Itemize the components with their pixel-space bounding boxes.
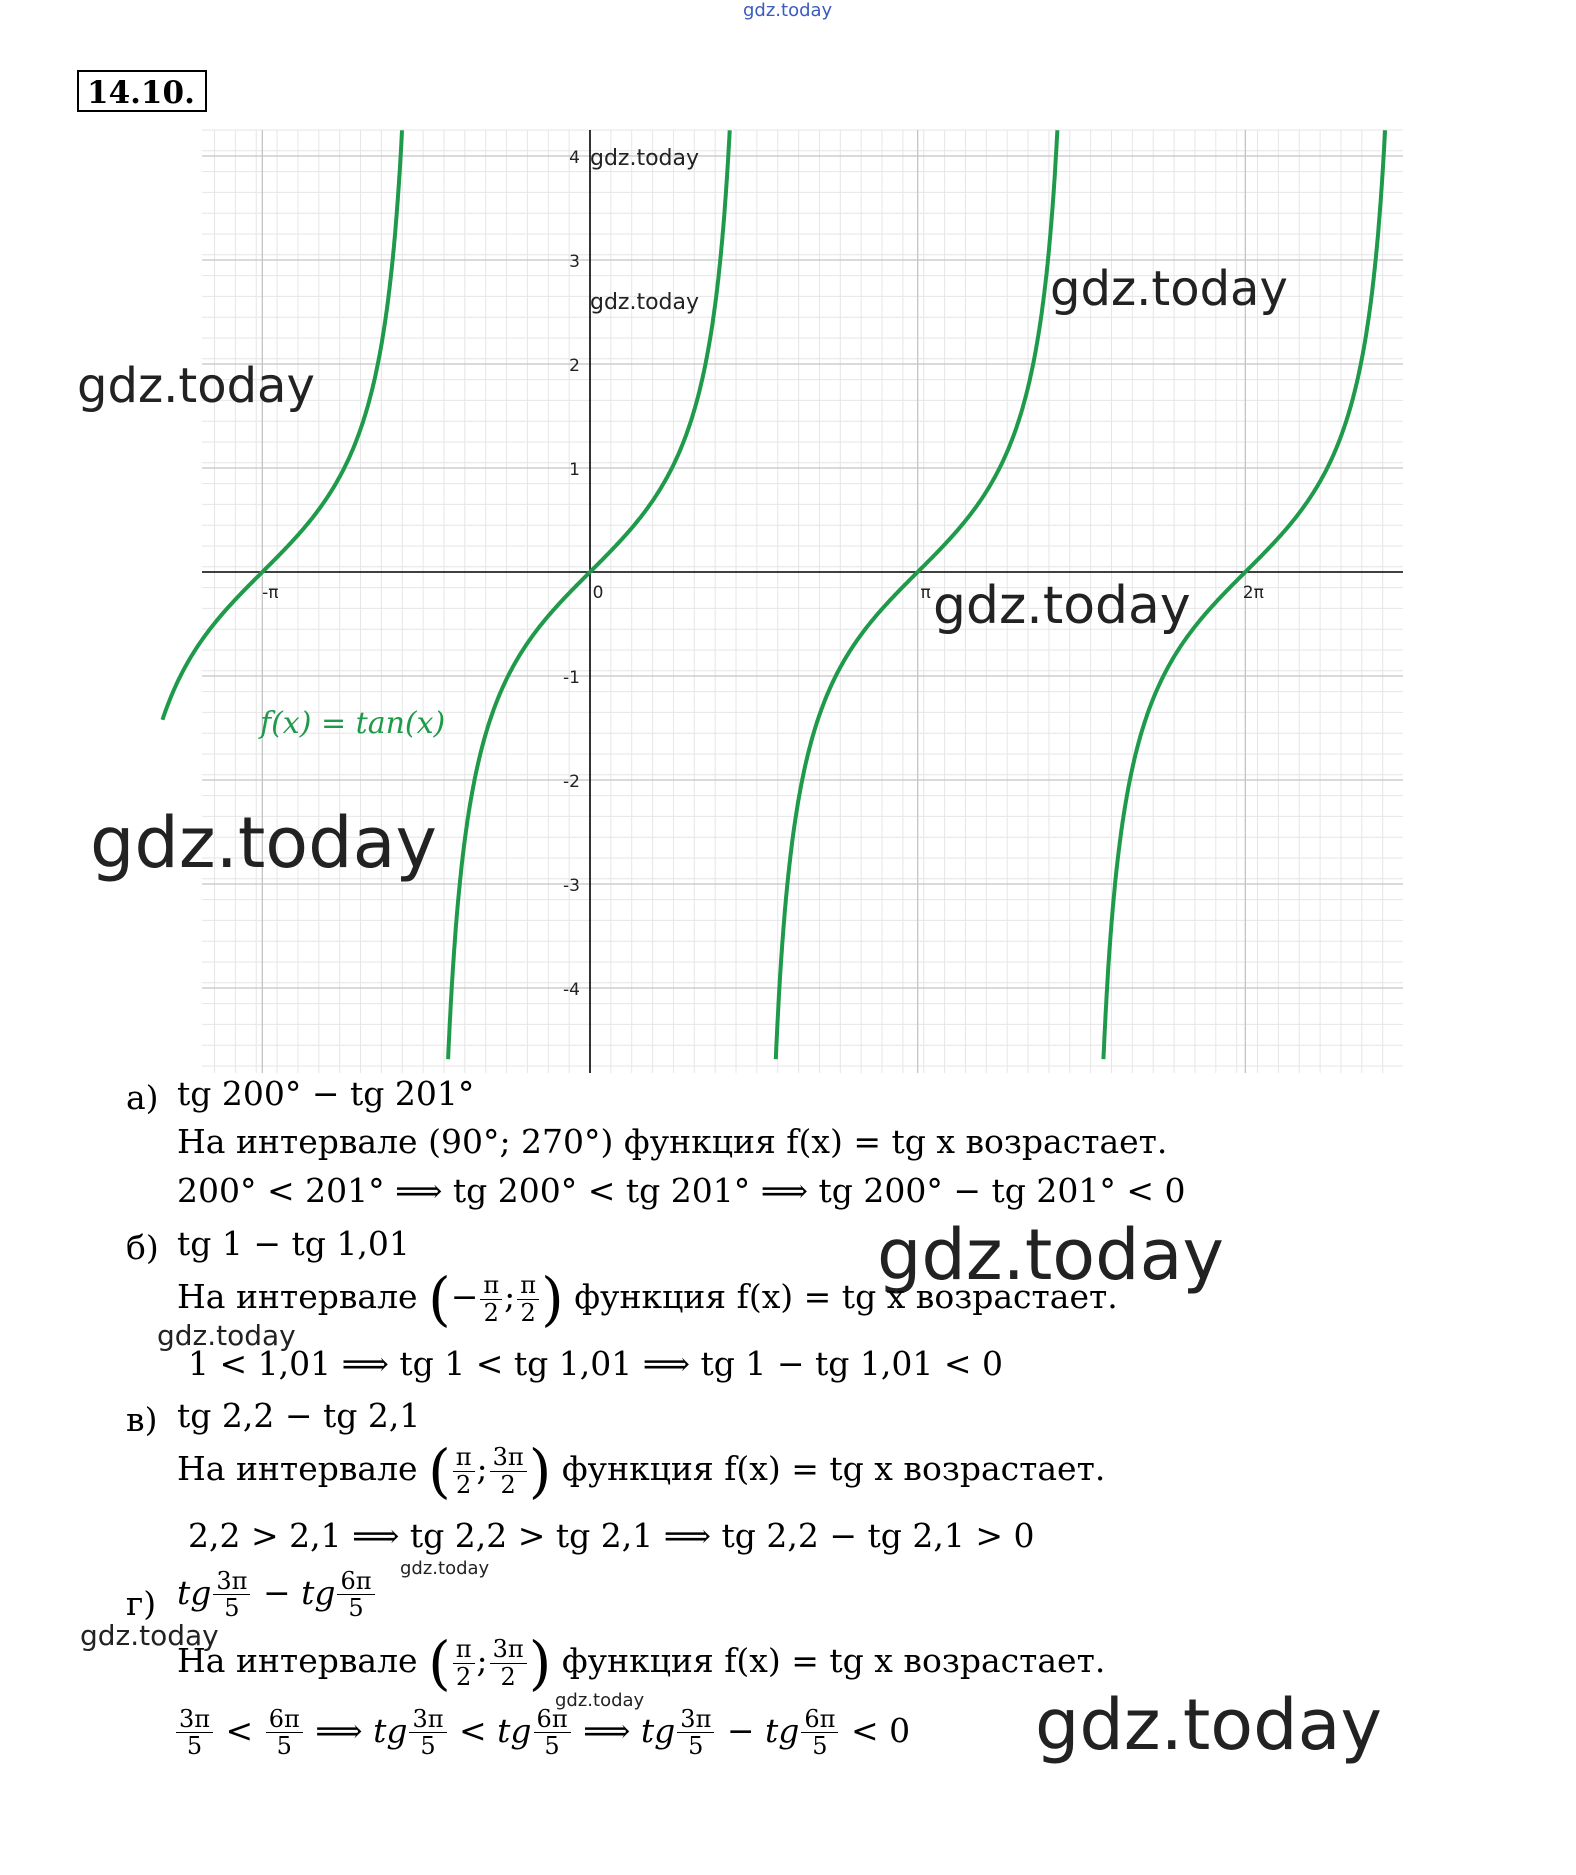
x-tick-label: π [920,583,931,603]
interval-suffix: функция f(x) = tg x возрастает. [561,1641,1106,1680]
paren-open: ( [428,1265,451,1333]
paren-close: ) [541,1265,564,1333]
paren-close: ) [528,1629,552,1697]
x-tick-label: 0 [592,583,604,603]
part-a-label: а) [126,1078,159,1117]
part-c-task: tg 2,2 − tg 2,1 [177,1396,421,1435]
part-b-task: tg 1 − tg 1,01 [177,1224,410,1263]
x-tick-label: -π [262,583,279,603]
fraction: $\frac{\pi}{2}$ [453,1444,475,1498]
watermark: gdz.today [933,576,1191,636]
part-a-interval: На интервале (90°; 270°) функция f(x) = tg x возрастает. [177,1122,1168,1161]
part-b-conclusion: 1 < 1,01 ⟹ tg 1 < tg 1,01 ⟹ tg 1 − tg 1,01 < 0 [188,1344,1004,1383]
watermark: gdz.today [90,802,437,884]
problem-number: 14.10. [77,70,207,112]
fraction: $\frac{3\pi}{2}$ [490,1636,527,1690]
y-tick-label: -3 [563,876,580,896]
interval-suffix: функция f(x) = tg x возрастает. [574,1277,1118,1316]
tangent-branch [163,130,403,720]
y-tick-label: 4 [569,148,580,168]
watermark: gdz.today [877,1214,1224,1296]
paren-open: ( [428,1629,451,1697]
part-d-task: tg $\frac{3\pi}{5}$ − tg $\frac{6\pi}{5}$ [177,1568,377,1622]
watermark: gdz.today [400,1558,490,1579]
interval-suffix: функция f(x) = tg x возрастает. [561,1449,1106,1488]
watermark: gdz.today [80,1619,219,1652]
part-a-task: tg 200° − tg 201° [177,1074,475,1113]
watermark-top: gdz.today [743,0,833,21]
interval-prefix: На интервале [177,1641,418,1680]
paren-close: ) [528,1437,552,1505]
watermark: gdz.today [590,146,700,171]
y-tick-label: 2 [569,356,580,376]
part-b-interval: На интервале (− $\frac{\pi}{2}$ ; $\frac{\pi}{2}$ ) функция f(x) = tg x возрастает. [177,1265,1118,1333]
interval-prefix: На интервале [177,1277,418,1316]
part-a-conclusion: 200° < 201° ⟹ tg 200° < tg 201° ⟹ tg 200° − tg 201° < 0 [177,1171,1186,1210]
watermark: gdz.today [1050,261,1288,317]
y-tick-label: -4 [563,980,580,1000]
part-b-label: б) [126,1228,159,1267]
y-tick-label: -2 [563,772,580,792]
part-d-conclusion: $\frac{3\pi}{5}$ < $\frac{6\pi}{5}$ ⟹ tg $\frac{3\pi}{5}$ < tg $\frac{6\pi}{5}$ ⟹ tg $\frac{3\pi}{5}$ − tg $\frac{6\pi}{5}$ < 0 [174,1706,910,1760]
part-c-label: в) [126,1400,158,1439]
watermark: gdz.today [157,1319,296,1352]
tangent-branch [448,130,730,1059]
watermark: gdz.today [555,1690,645,1711]
interval-prefix: На интервале [177,1449,418,1488]
function-label: f(x) = tan(x) [260,706,446,741]
fraction: $\frac{\pi}{2}$ [480,1272,502,1326]
watermark: gdz.today [77,358,315,414]
part-c-conclusion: 2,2 > 2,1 ⟹ tg 2,2 > tg 2,1 ⟹ tg 2,2 − tg 2,1 > 0 [188,1516,1035,1555]
paren-open: ( [428,1437,451,1505]
part-d-interval: На интервале ( $\frac{\pi}{2}$ ; $\frac{3\pi}{2}$ ) функция f(x) = tg x возрастает. [177,1629,1106,1697]
y-tick-label: 1 [569,460,580,480]
watermark: gdz.today [590,290,700,315]
x-tick-label: 2π [1242,583,1264,603]
watermark: gdz.today [1035,1684,1382,1766]
fraction: $\frac{\pi}{2}$ [453,1636,475,1690]
fraction: $\frac{\pi}{2}$ [517,1272,539,1326]
fraction: $\frac{3\pi}{2}$ [490,1444,527,1498]
part-d-label: г) [126,1584,157,1623]
y-tick-label: -1 [563,668,580,688]
y-tick-label: 3 [569,252,580,272]
part-c-interval: На интервале ( $\frac{\pi}{2}$ ; $\frac{3\pi}{2}$ ) функция f(x) = tg x возрастает. [177,1437,1106,1505]
